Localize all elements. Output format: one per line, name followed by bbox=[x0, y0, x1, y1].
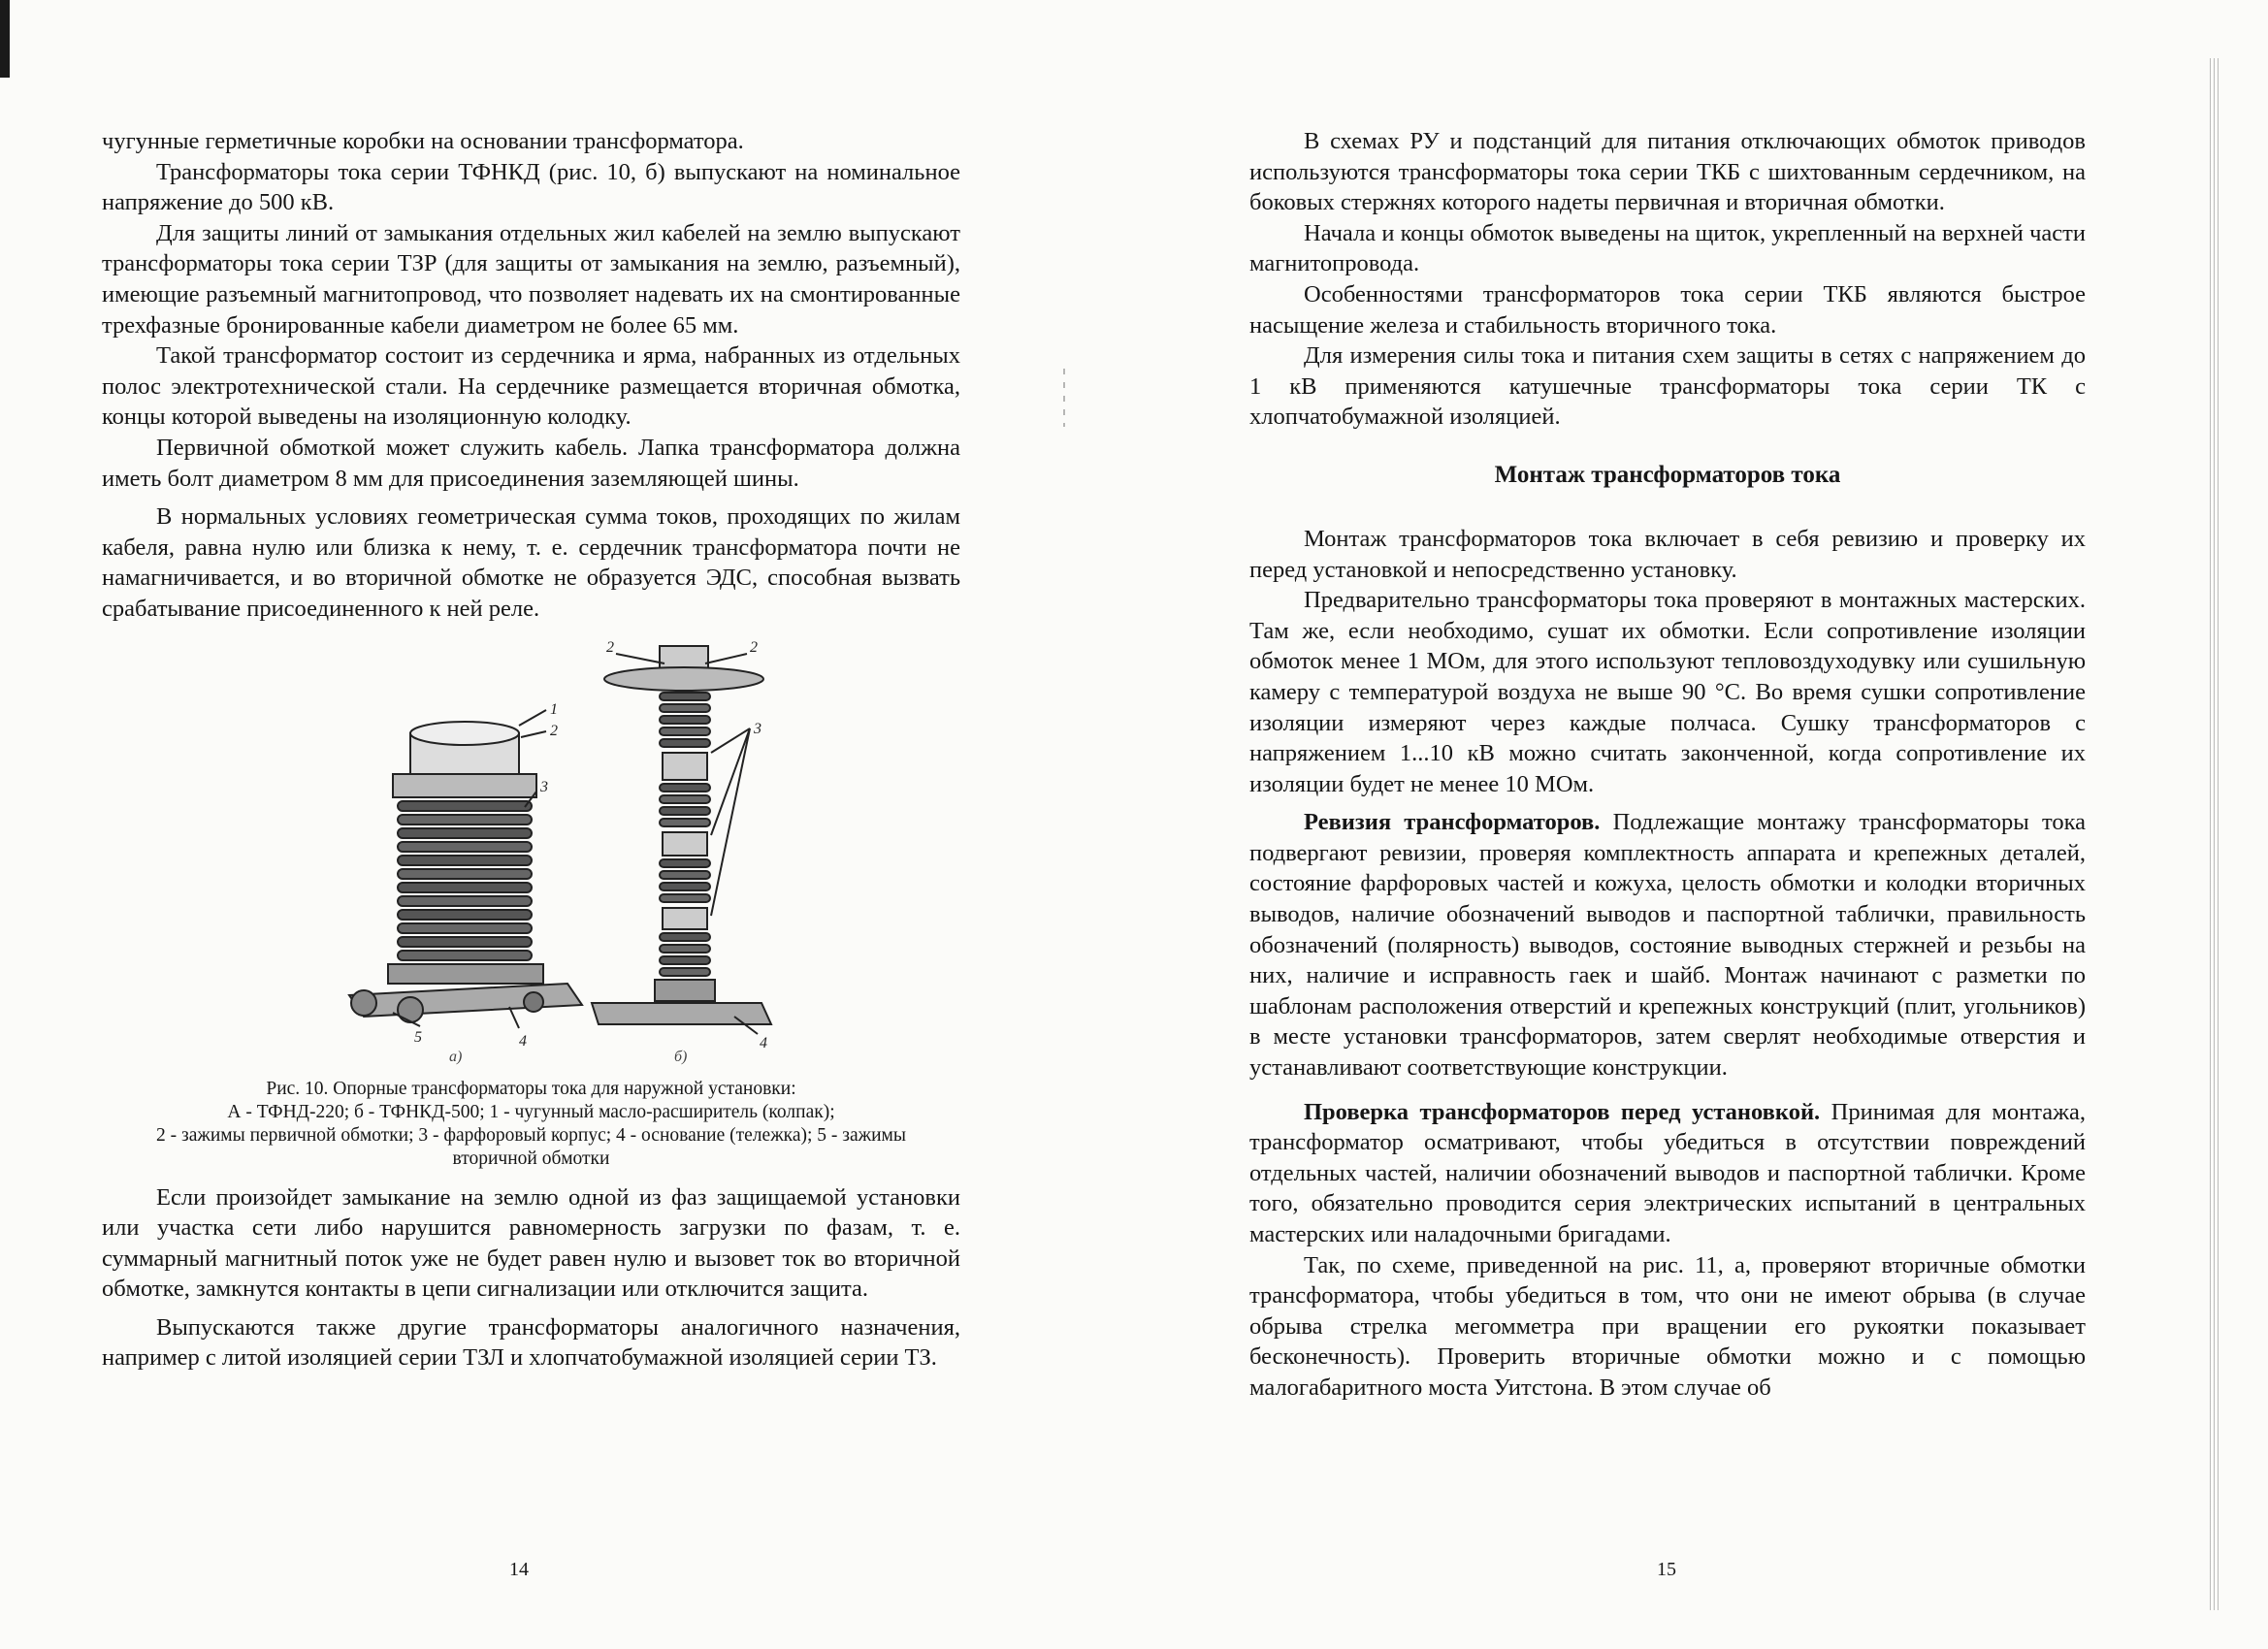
paragraph: В схемах РУ и подстанций для питания отключающих обмоток приводов используются трансформаторы тока серии ТКБ с шихтованным сердечником, на боковых стержнях которого надеты первичная и вторичная обмотки. bbox=[1249, 128, 2086, 216]
caption-line: А - ТФНД-220; б - ТФНКД-500; 1 - чугунный масло-расширитель (колпак); bbox=[227, 1101, 835, 1122]
sublabel-b: б) bbox=[674, 1048, 688, 1065]
revision-text: Подлежащие монтажу трансформаторы тока подвергают ревизии, проверяя комплектность аппарата и крепежных деталей, состояние фарфоровых частей и кожуха, целость обмотки и колодки вторичных выводов, наличие обозначений выводов и паспортной таблички, правильность обозначений (полярность) выводов, состояние выводных стержней и резьбы на них, наличие и исправность гаек и шайб. Монтаж начинают с разметки по шаблонам расположения отверстий и крепежных конструкций (плит, угольников) в месте установки трансформаторов, затем сверлят необходимые отверстия и устанавливают соответствующие конструкции. bbox=[1249, 809, 2086, 1082]
sublabel-a: а) bbox=[449, 1048, 463, 1065]
paragraph: Монтаж трансформаторов тока включает в себя ревизию и проверку их перед установкой и непосредственно установку. bbox=[1249, 525, 2086, 583]
check-text: Принимая для монтажа, трансформатор осматривают, чтобы убедиться в отсутствии повреждений отдельных частей, наличии обозначений выводов и паспортной таблички. Кроме того, обязательно проводится серия электрических испытаний в центральных мастерских или наладочными бригадами. bbox=[1249, 1098, 2087, 1247]
label-3-b: 3 bbox=[754, 720, 761, 737]
caption-line: 2 - зажимы первичной обмотки; 3 - фарфоровый корпус; 4 - основание (тележка); 5 - зажимы bbox=[156, 1124, 906, 1146]
figure-transformers bbox=[102, 636, 960, 1078]
label-5: 5 bbox=[414, 1028, 422, 1046]
paragraph: Такой трансформатор состоит из сердечника и ярма, набранных из отдельных полос электротехнической стали. На сердечнике размещается вторичная обмотка, концы которой выведены на изоляционную колодку. bbox=[102, 342, 960, 431]
scan-edge-right bbox=[2210, 58, 2221, 1610]
paragraph: чугунные герметичные коробки на основании трансформатора. bbox=[102, 128, 744, 154]
scan-edge-left bbox=[0, 0, 10, 78]
porcelain-sheds-a bbox=[398, 801, 532, 960]
spine-marks bbox=[1063, 369, 1065, 427]
porcelain-sheds-b bbox=[660, 693, 710, 976]
label-4-b: 4 bbox=[760, 1034, 767, 1051]
paragraph: Особенностями трансформаторов тока серии ТКБ являются быстрое насыщение железа и стабильность вторичного тока. bbox=[1249, 280, 2086, 339]
label-2: 2 bbox=[550, 722, 558, 739]
left-page bbox=[102, 126, 960, 1581]
label-2-right: 2 bbox=[750, 638, 758, 656]
transformer-illustration bbox=[102, 636, 960, 1078]
caption-line: вторичной обмотки bbox=[452, 1148, 610, 1169]
transformer-a-drawing bbox=[349, 710, 582, 1028]
figure-caption bbox=[112, 1078, 951, 1171]
transformer-b-drawing bbox=[592, 646, 771, 1034]
right-page bbox=[1249, 126, 2086, 1581]
paragraph: Выпускаются также другие трансформаторы аналогичного назначения, например с литой изоляцией серии ТЗЛ и хлопчатобумажной изоляцией серии ТЗ. bbox=[102, 1313, 960, 1372]
check-title: Проверка трансформаторов перед установкой. bbox=[1304, 1098, 1821, 1125]
paragraph: Трансформаторы тока серии ТФНКД (рис. 10, б) выпускают на номинальное напряжение до 500 кВ. bbox=[102, 158, 960, 216]
paragraph: Начала и концы обмоток выведены на щиток, укрепленный на верхней части магнитопровода. bbox=[1249, 219, 2086, 277]
caption-line: Рис. 10. Опорные трансформаторы тока для наружной установки: bbox=[266, 1078, 796, 1099]
paragraph: Для защиты линий от замыкания отдельных жил кабелей на землю выпускают трансформаторы тока серии ТЗР (для защиты от замыкания на землю, разъемный), имеющие разъемный магнитопровод, что позволяет надевать их на смонтированные трехфазные бронированные кабели диаметром не более 65 мм. bbox=[102, 219, 960, 339]
paragraph-check bbox=[1249, 1097, 2086, 1250]
paragraph: Так, по схеме, приведенной на рис. 11, а, проверяют вторичные обмотки трансформатора, чтобы убедиться в том, что они не имеют обрыва (в случае обрыва стрелка мегомметра при вращении его рукоятки показывает бесконечность). Проверить вторичные обмотки можно и с помощью малогабаритного моста Уитстона. В этом случае об bbox=[1249, 1251, 2086, 1401]
paragraph: Первичной обмоткой может служить кабель. Лапка трансформатора должна иметь болт диаметром 8 мм для присоединения заземляющей шины. bbox=[102, 434, 960, 492]
paragraph: Для измерения силы тока и питания схем защиты в сетях с напряжением до 1 кВ применяются катушечные трансформаторы тока серии ТК с хлопчатобумажной изоляцией. bbox=[1249, 342, 2086, 431]
section-heading: Монтаж трансформаторов тока bbox=[1494, 461, 1841, 488]
label-3: 3 bbox=[540, 778, 548, 795]
paragraph-revision bbox=[1249, 807, 2086, 1083]
paragraph: Если произойдет замыкание на землю одной из фаз защищаемой установки или участка сети либо нарушится равномерность загрузки по фазам, т. е. суммарный магнитный поток уже не будет равен нулю и вызовет ток во вторичной обмотке, замкнутся контакты в цепи сигнализации или отключится защита. bbox=[102, 1183, 960, 1303]
revision-title: Ревизия трансформаторов. bbox=[1304, 809, 1601, 836]
paragraph: Предварительно трансформаторы тока проверяют в монтажных мастерских. Там же, если необходимо, сушат их обмотки. Если сопротивление изоляции обмоток менее 1 МОм, для этого используют тепловоздуходувку или сушильную камеру с температурой воздуха не выше 90 °С. Во время сушки сопротивление изоляции измеряют через каждые полчаса. Сушку трансформаторов с напряжением 1...10 кВ можно считать законченной, когда сопротивление их изоляции будет не менее 10 МОм. bbox=[1249, 587, 2086, 797]
paragraph: В нормальных условиях геометрическая сумма токов, проходящих по жилам кабеля, равна нулю или близка к нему, т. е. сердечник трансформатора почти не намагничивается, и во вторичной обмотке не образуется ЭДС, способная вызвать срабатывание присоединенного к ней реле. bbox=[102, 503, 960, 622]
label-4: 4 bbox=[519, 1032, 527, 1050]
page-number: 15 bbox=[1657, 1559, 1676, 1580]
label-2-left: 2 bbox=[606, 638, 614, 656]
label-1: 1 bbox=[550, 700, 558, 718]
page-number: 14 bbox=[509, 1559, 529, 1580]
